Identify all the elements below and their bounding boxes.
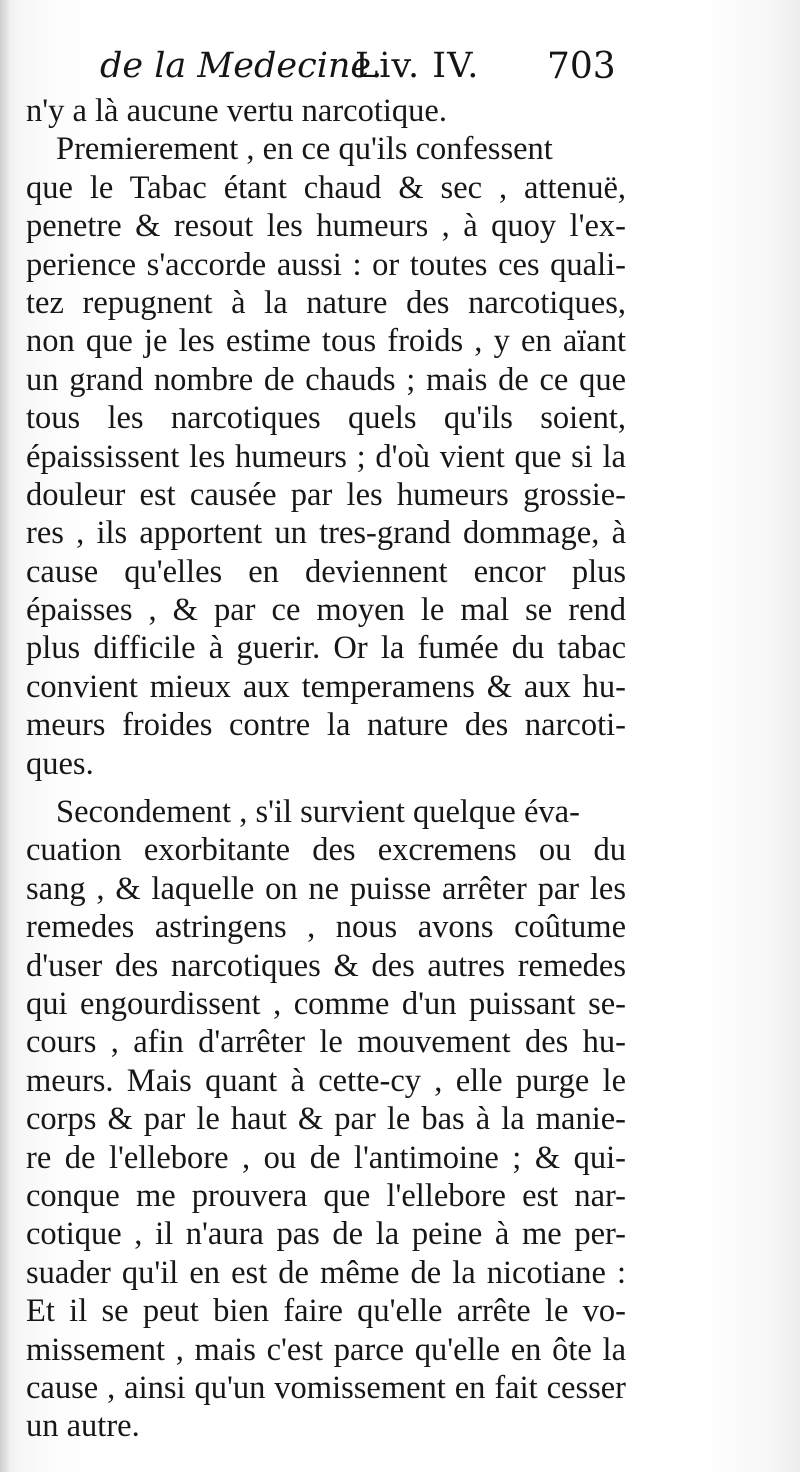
text-line: cotique , il n'aura pas de la peine à me per- bbox=[26, 1216, 626, 1253]
text-line: penetre & resout les humeurs , à quoy l'ex- bbox=[26, 208, 626, 245]
text-line: épaississent les humeurs ; d'où vient que si la bbox=[26, 438, 626, 475]
text-line: res , ils apportent un tres-grand dommage, à bbox=[26, 515, 626, 552]
text-line: un autre. bbox=[26, 1408, 140, 1445]
text-line: Et il se peut bien faire qu'elle arrête le vo- bbox=[26, 1293, 626, 1330]
text-line: Secondement , s'il survient quelque éva- bbox=[56, 794, 580, 831]
text-line: cuation exorbitante des excremens ou du bbox=[26, 832, 626, 869]
text-line: remedes astringens , nous avons coûtume bbox=[26, 909, 626, 946]
paragraph-gap bbox=[26, 783, 626, 793]
running-head-title: de la Medecine. bbox=[100, 46, 383, 86]
text-line: plus difficile à guerir. Or la fumée du tabac bbox=[26, 630, 626, 667]
page-number: 703 bbox=[547, 46, 616, 87]
text-line: perience s'accorde aussi : or toutes ces quali- bbox=[26, 246, 626, 283]
text-line: non que je les estime tous froids , y en aïant bbox=[26, 323, 626, 360]
text-line: ques. bbox=[26, 745, 94, 782]
text-line: n'y a là aucune vertu narcotique. bbox=[26, 93, 447, 129]
text-line: meurs. Mais quant à cette-cy , elle purge le bbox=[26, 1062, 626, 1099]
text-line: cours , afin d'arrêter le mouvement des hu- bbox=[26, 1024, 626, 1061]
text-line: missement , mais c'est parce qu'elle en ôte la bbox=[26, 1331, 626, 1368]
text-line: meurs froides contre la nature des narcoti- bbox=[26, 707, 626, 744]
text-line: convient mieux aux temperamens & aux hu- bbox=[26, 668, 626, 705]
text-line: cause qu'elles en deviennent encor plus bbox=[26, 553, 626, 590]
text-line: conque me prouvera que l'ellebore est nar- bbox=[26, 1177, 626, 1214]
text-line: épaisses , & par ce moyen le mal se rend bbox=[26, 592, 626, 629]
text-line: que le Tabac étant chaud & sec , attenuë, bbox=[26, 169, 626, 206]
text-line: d'user des narcotiques & des autres remedes bbox=[26, 947, 626, 984]
text-line: corps & par le haut & par le bas à la manie- bbox=[26, 1101, 626, 1138]
text-line: sang , & laquelle on ne puisse arrêter par les bbox=[26, 870, 626, 907]
text-line: tez repugnent à la nature des narcotiques, bbox=[26, 284, 626, 321]
body-text bbox=[26, 92, 626, 1446]
text-line: qui engourdissent , comme d'un puissant se- bbox=[26, 985, 626, 1022]
text-line: tous les narcotiques quels qu'ils soient, bbox=[26, 400, 626, 437]
text-line: un grand nombre de chauds ; mais de ce que bbox=[26, 361, 626, 398]
text-line: Premierement , en ce qu'ils confessent bbox=[56, 131, 553, 168]
text-line: douleur est causée par les humeurs grossie- bbox=[26, 476, 626, 513]
text-line: cause , ainsi qu'un vomissement en fait cesser bbox=[26, 1369, 626, 1406]
page-edge-shadow bbox=[0, 0, 10, 1472]
text-line: re de l'ellebore , ou de l'antimoine ; & qui- bbox=[26, 1139, 626, 1176]
running-head-book: Liv. IV. bbox=[355, 46, 480, 86]
text-line: suader qu'il en est de même de la nicotiane : bbox=[26, 1254, 626, 1291]
